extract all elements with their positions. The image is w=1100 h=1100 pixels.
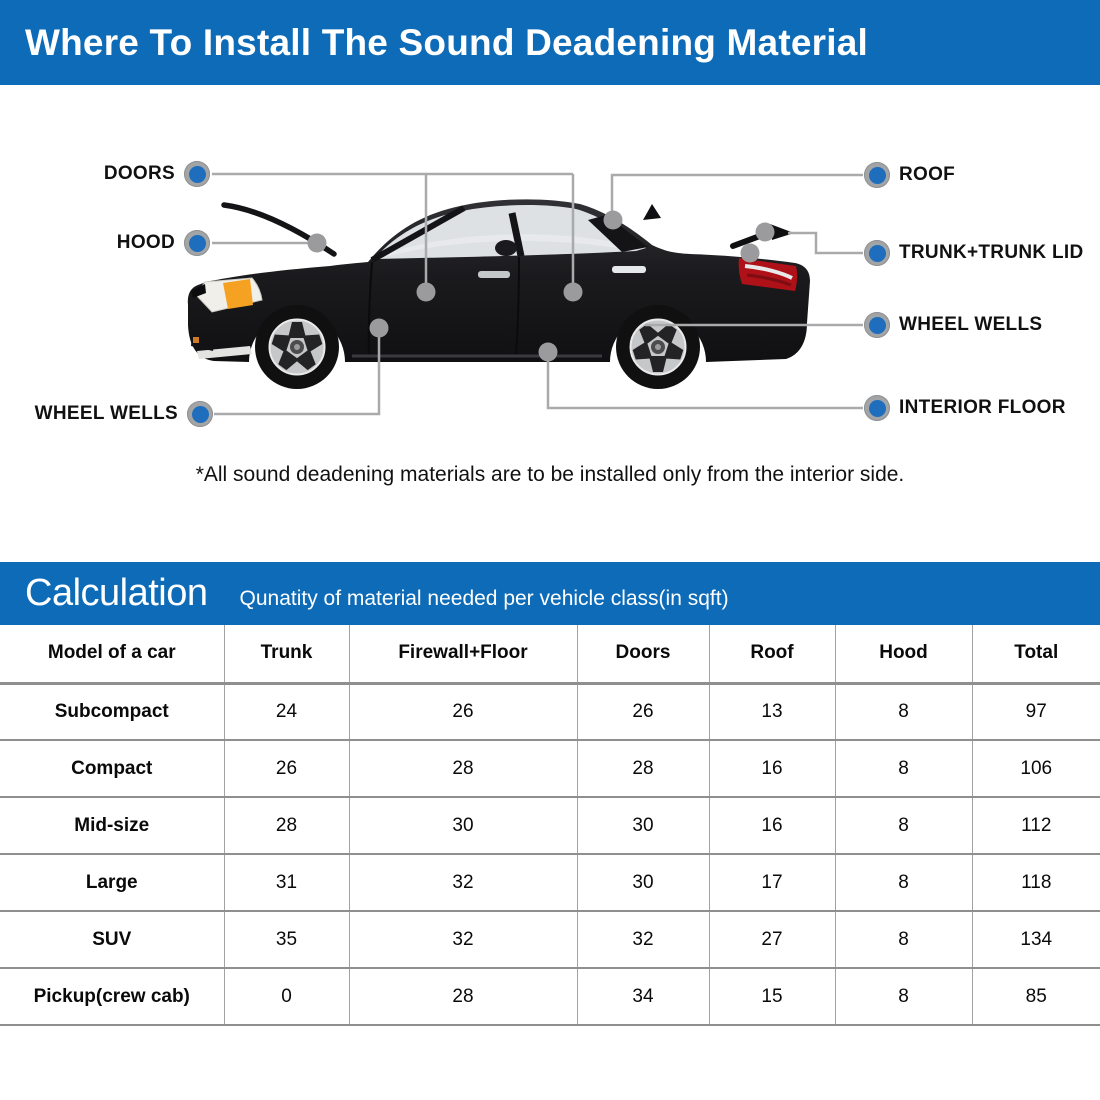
label-roof: ROOF: [864, 162, 955, 188]
value-cell: 28: [349, 968, 577, 1025]
value-cell: 8: [835, 797, 972, 854]
value-cell: 8: [835, 968, 972, 1025]
marker-dot-icon: [187, 401, 213, 427]
value-cell: 30: [577, 854, 709, 911]
column-header: Hood: [835, 625, 972, 683]
column-header: Doors: [577, 625, 709, 683]
materials-table: [0, 625, 1100, 1026]
value-cell: 0: [224, 968, 349, 1025]
roof-point: [604, 211, 623, 230]
door-handle: [612, 266, 646, 273]
page-title: Where To Install The Sound Deadening Material: [25, 21, 868, 63]
marker-dot-icon: [184, 161, 210, 187]
value-cell: 32: [349, 911, 577, 968]
value-cell: 112: [1021, 814, 1052, 836]
marker-dot-icon: [864, 395, 890, 421]
value-cell: 16: [709, 740, 835, 797]
marker-dot-icon: [184, 230, 210, 256]
label-doors: DOORS: [104, 161, 210, 187]
value-cell: 27: [709, 911, 835, 968]
value-cell: 30: [577, 797, 709, 854]
marker-dot-icon: [864, 162, 890, 188]
value-cell: 34: [577, 968, 709, 1025]
value-cell: 106: [1020, 757, 1053, 779]
value-cell: 24: [224, 683, 349, 740]
side-mirror: [495, 240, 517, 256]
value-cell: 8: [835, 911, 972, 968]
label-wheel-wells-right: WHEEL WELLS: [864, 312, 1042, 338]
value-cell: 85: [1025, 985, 1047, 1007]
materials-table-section: [0, 625, 1100, 1026]
table-header-row: [0, 625, 1100, 683]
footnote: *All sound deadening materials are to be installed only from the interior side.: [195, 463, 905, 486]
table-row: [0, 911, 1100, 968]
label-hood: HOOD: [117, 230, 210, 256]
title-banner: [0, 0, 1100, 85]
table-row: [0, 968, 1100, 1025]
value-cell: 97: [1025, 700, 1047, 722]
antenna-fin-icon: [643, 204, 661, 220]
car-diagram: [0, 85, 1100, 563]
value-cell: 17: [709, 854, 835, 911]
table-row: [0, 740, 1100, 797]
value-cell: 16: [709, 797, 835, 854]
value-cell: 15: [709, 968, 835, 1025]
value-cell: 26: [349, 683, 577, 740]
value-cell: 30: [349, 797, 577, 854]
value-cell: 28: [349, 740, 577, 797]
calculation-header: [0, 562, 1100, 625]
door-handle: [478, 271, 510, 278]
value-cell: 13: [709, 683, 835, 740]
column-header: Total: [972, 625, 1100, 683]
table-body: [0, 683, 1100, 1025]
column-header: Model of a car: [0, 625, 224, 683]
table-row: [0, 854, 1100, 911]
column-header: Roof: [709, 625, 835, 683]
front-door-point: [417, 283, 436, 302]
label-wheel-wells-left: WHEEL WELLS: [35, 401, 213, 427]
model-cell: Subcompact: [0, 683, 224, 740]
value-cell: 32: [577, 911, 709, 968]
value-cell: 8: [835, 854, 972, 911]
model-cell: Pickup(crew cab): [0, 968, 224, 1025]
table-row: [0, 683, 1100, 740]
model-cell: SUV: [0, 911, 224, 968]
value-cell: 118: [1021, 871, 1052, 893]
rear-wheel: [616, 305, 700, 389]
value-cell: 31: [224, 854, 349, 911]
column-header: Trunk: [224, 625, 349, 683]
trunk-lid-point: [756, 223, 775, 242]
value-cell: 35: [224, 911, 349, 968]
value-cell: 26: [224, 740, 349, 797]
front-wheel: [255, 305, 339, 389]
label-trunk-trunk-lid: TRUNK+TRUNK LID: [864, 240, 1083, 266]
rear-door-point: [564, 283, 583, 302]
calculation-title: Calculation: [25, 572, 208, 614]
model-cell: Large: [0, 854, 224, 911]
floor-point: [539, 343, 558, 362]
value-cell: 26: [577, 683, 709, 740]
table-row: [0, 797, 1100, 854]
marker-dot-icon: [864, 240, 890, 266]
value-cell: 28: [577, 740, 709, 797]
front-wheel-well-point: [370, 319, 389, 338]
model-cell: Compact: [0, 740, 224, 797]
hood-point: [308, 234, 327, 253]
value-cell: 8: [835, 740, 972, 797]
marker-dot-icon: [864, 312, 890, 338]
value-cell: 134: [1020, 928, 1053, 950]
trunk-point: [741, 244, 760, 263]
model-cell: Mid-size: [0, 797, 224, 854]
calculation-subtitle: Qunatity of material needed per vehicle class(in sqft): [239, 587, 729, 610]
column-header: Firewall+Floor: [349, 625, 577, 683]
value-cell: 32: [349, 854, 577, 911]
value-cell: 8: [835, 683, 972, 740]
value-cell: 28: [224, 797, 349, 854]
label-interior-floor: INTERIOR FLOOR: [864, 395, 1066, 421]
